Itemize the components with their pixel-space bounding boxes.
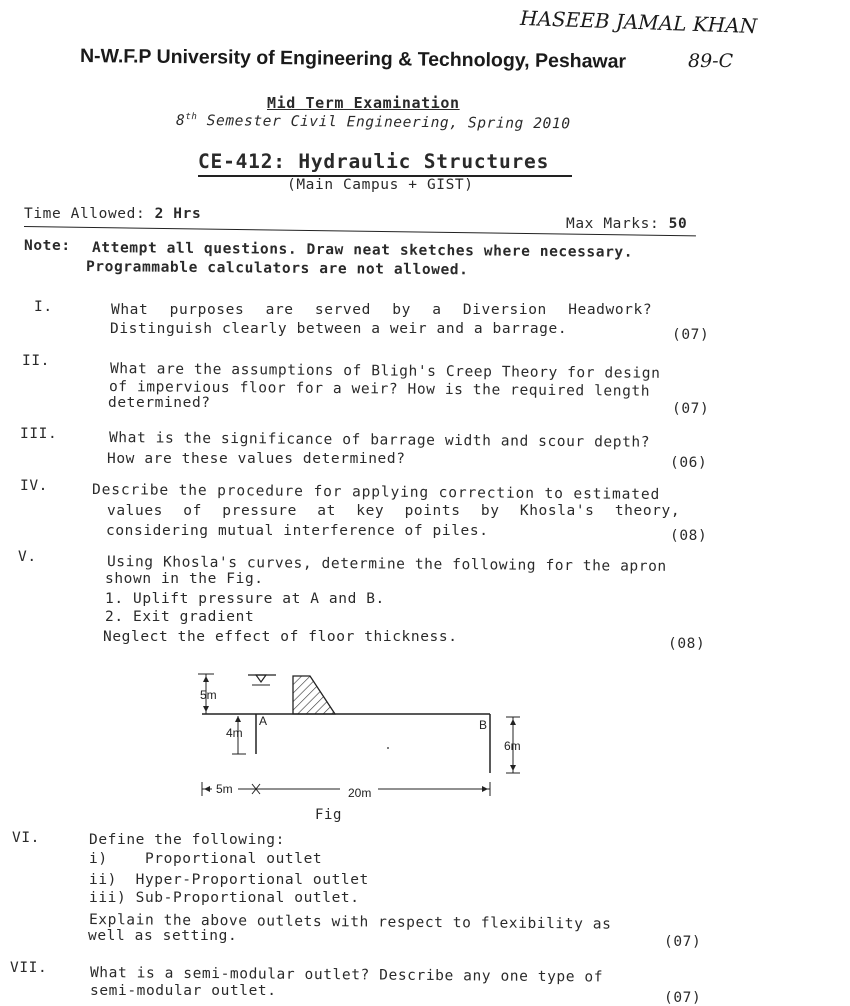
question-line: Explain the above outlets with respect to flexibility as: [88, 912, 612, 933]
water-surface-icon: [248, 675, 276, 685]
question-marks: (07): [664, 934, 702, 950]
figure-caption: Fig: [315, 807, 343, 823]
question-line: 1. Uplift pressure at A and B.: [105, 591, 385, 607]
label-point-b: B: [479, 718, 488, 732]
question-line: Neglect the effect of floor thickness.: [103, 629, 458, 645]
course-title: CE-412: Hydraulic Structures: [198, 150, 550, 173]
label-20m: 20m: [348, 786, 372, 800]
question-line: What are the assumptions of Bligh's Creep Theory for design: [109, 361, 661, 382]
question-line: How are these values determined?: [107, 451, 406, 467]
campus-line: (Main Campus + GIST): [287, 177, 474, 193]
semester-line: [176, 112, 571, 132]
semester-rest: Semester Civil Engineering, Spring 2010: [197, 113, 571, 133]
weir-body: [293, 676, 335, 714]
question-line: Using Khosla's curves, determine the following for the apron: [106, 554, 667, 575]
label-5m-top: 5m: [200, 688, 217, 702]
question-number: V.: [18, 549, 37, 565]
question-line: well as setting.: [88, 928, 238, 944]
semester-number: 8: [175, 112, 186, 129]
question-line: Distinguish clearly between a weir and a barrage.: [110, 321, 568, 337]
question-line: semi-modular outlet.: [90, 983, 277, 999]
note-line-2: Programmable calculators are not allowed.: [85, 259, 469, 279]
question-line: shown in the Fig.: [105, 571, 264, 587]
label-point-a: A: [259, 714, 268, 728]
semester-sup: th: [185, 112, 198, 123]
question-marks: (06): [670, 455, 708, 471]
question-line: i) Proportional outlet: [89, 851, 323, 867]
question-line: of impervious floor for a weir? How is the required length: [108, 379, 651, 400]
handwritten-roll: 89-C: [688, 50, 734, 72]
question-line: What is the significance of barrage width and scour depth?: [108, 430, 651, 451]
question-line: 2. Exit gradient: [105, 609, 255, 625]
time-label: Time Allowed:: [24, 206, 146, 222]
question-line: What is a semi-modular outlet? Describe any one type of: [89, 965, 604, 986]
question-line: What purposes are served by a Diversion Headwork?: [111, 302, 653, 318]
question-marks: (08): [670, 528, 708, 544]
question-marks: (07): [672, 327, 710, 343]
question-number: I.: [34, 299, 53, 315]
marks-label: Max Marks:: [566, 216, 660, 232]
time-value: 2 Hrs: [154, 206, 202, 222]
handwritten-name: HASEEB JAMAL KHAN: [519, 5, 758, 39]
question-number: VII.: [10, 960, 48, 976]
apron-figure: [190, 660, 550, 830]
question-line: ii) Hyper-Proportional outlet: [89, 872, 369, 888]
question-number: VI.: [12, 830, 40, 846]
question-line: Define the following:: [89, 832, 285, 848]
question-number: II.: [22, 353, 50, 369]
question-marks: (07): [672, 401, 710, 417]
question-line: values of pressure at key points by Khosla's theory,: [107, 503, 681, 519]
note-label: Note:: [24, 238, 71, 254]
question-line: iii) Sub-Proportional outlet.: [89, 890, 360, 906]
dim-bottom: [202, 782, 490, 796]
marks-value: 50: [668, 216, 688, 232]
question-number: III.: [20, 426, 58, 442]
label-4m: 4m: [226, 726, 243, 740]
max-marks: [566, 216, 687, 232]
question-line: Describe the procedure for applying correction to estimated: [91, 482, 661, 503]
note-line-1: Attempt all questions. Draw neat sketches where necessary.: [91, 240, 634, 261]
question-marks: (07): [664, 990, 702, 1006]
question-number: IV.: [20, 478, 48, 494]
exam-title: Mid Term Examination: [267, 94, 460, 112]
time-allowed: [24, 206, 201, 222]
label-5m-bottom: 5m: [216, 782, 233, 796]
question-marks: (08): [668, 636, 706, 652]
question-line: determined?: [108, 395, 211, 411]
question-line: considering mutual interference of piles.: [106, 523, 489, 539]
university-title: N-W.F.P University of Engineering & Technology, Peshawar: [79, 45, 627, 73]
label-6m: 6m: [504, 739, 521, 753]
